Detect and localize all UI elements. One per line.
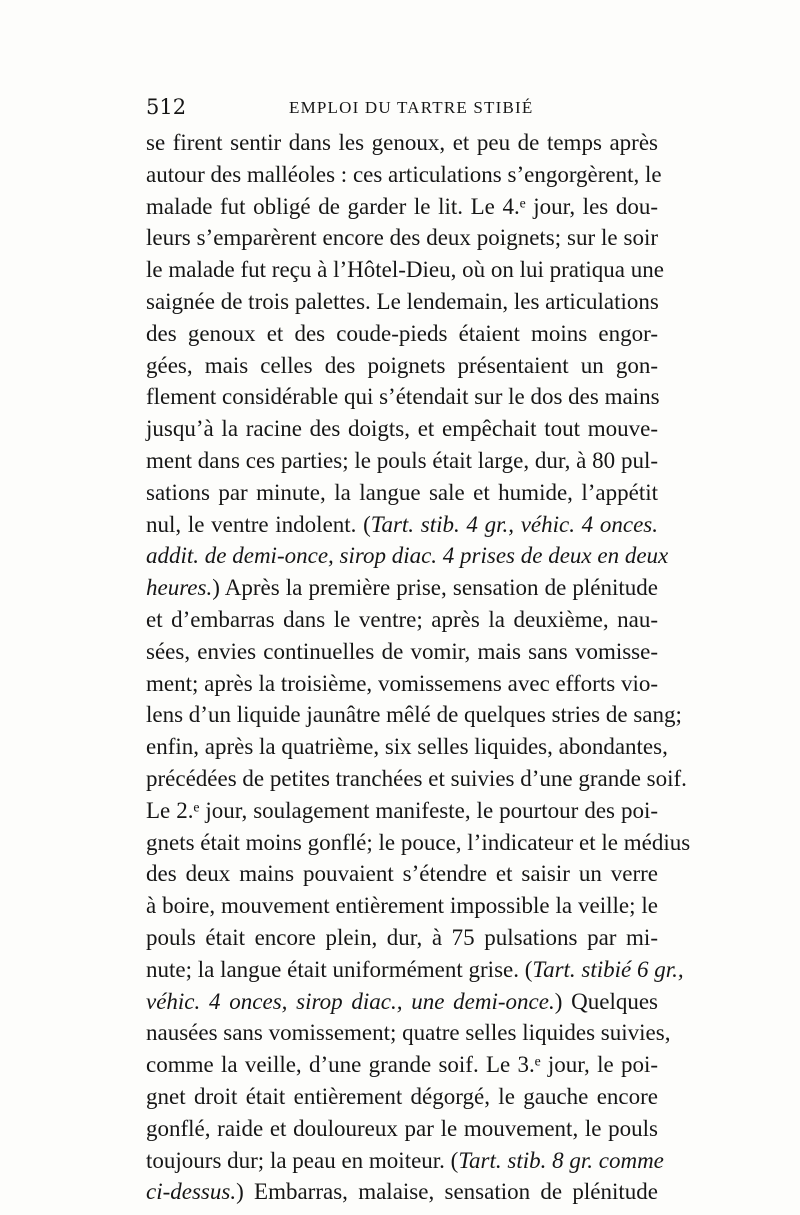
text-segment: à boire, mouvement entièrement impossible la veille; le bbox=[146, 893, 658, 919]
text-segment: saignée de trois palettes. Le lendemain, les articulations bbox=[146, 288, 659, 314]
text-line bbox=[146, 1049, 658, 1081]
text-line bbox=[146, 1176, 658, 1208]
text-segment: nul, le ventre indolent. ( bbox=[146, 511, 371, 537]
text-segment: lens d’un liquide jaunâtre mêlé de quelques stries de sang; bbox=[146, 702, 682, 728]
text-segment: pouls était encore plein, dur, à 75 pulsations par mi- bbox=[146, 924, 658, 950]
text-line bbox=[146, 254, 664, 286]
text-segment: malade fut obligé de garder le lit. Le 4.ᵉ jour, les dou- bbox=[146, 193, 658, 219]
text-line bbox=[146, 159, 662, 191]
text-segment: comme la veille, d’une grande soif. Le 3.ᵉ jour, le poi- bbox=[146, 1052, 658, 1078]
text-segment: nute; la langue était uniformément grise. ( bbox=[146, 956, 533, 982]
text-line bbox=[146, 668, 658, 700]
text-line bbox=[146, 318, 658, 350]
text-line bbox=[146, 1145, 664, 1177]
text-line bbox=[146, 445, 658, 477]
text-segment: sées, envies continuelles de vomir, mais sans vomisse- bbox=[146, 638, 658, 664]
body-text bbox=[146, 127, 691, 1208]
text-segment: ment dans ces parties; le pouls était large, dur, à 80 pul- bbox=[146, 447, 658, 473]
text-segment: gnets était moins gonflé; le pouce, l’indicateur et le médius bbox=[146, 829, 691, 855]
text-line bbox=[146, 222, 658, 254]
text-line bbox=[146, 477, 658, 509]
running-head-title: EMPLOI DU TARTRE STIBIÉ bbox=[289, 98, 534, 117]
italic-text-segment: heures. bbox=[146, 575, 213, 601]
text-line bbox=[146, 922, 658, 954]
text-segment: gonflé, raide et douloureux par le mouvement, le pouls bbox=[146, 1115, 658, 1141]
text-segment: enfin, après la quatrième, six selles liquides, abondantes, bbox=[146, 734, 668, 760]
text-line bbox=[146, 890, 658, 922]
text-line bbox=[146, 604, 658, 636]
text-line bbox=[146, 954, 684, 986]
text-segment: nausées sans vomissement; quatre selles liquides suivies, bbox=[146, 1020, 671, 1046]
text-line bbox=[146, 1113, 658, 1145]
italic-text-segment: véhic. 4 onces, sirop diac., une demi-once. bbox=[146, 988, 555, 1014]
italic-text-segment: Tart. stib. 4 gr., véhic. 4 onces. bbox=[370, 511, 658, 537]
page-number: 512 bbox=[146, 95, 187, 119]
text-line bbox=[146, 1081, 658, 1113]
text-line bbox=[146, 699, 682, 731]
italic-text-segment: Tart. stibié 6 gr., bbox=[532, 956, 684, 982]
text-line bbox=[146, 763, 687, 795]
text-segment: et d’embarras dans le ventre; après la deuxième, nau- bbox=[146, 606, 658, 632]
text-segment: ) Embarras, malaise, sensation de plénitude bbox=[236, 1179, 658, 1205]
text-line bbox=[146, 572, 658, 604]
text-line bbox=[146, 286, 658, 318]
text-segment: toujours dur; la peau en moiteur. ( bbox=[146, 1147, 459, 1173]
text-segment: ment; après la troisième, vomissemens avec efforts vio- bbox=[146, 670, 658, 696]
text-segment: des genoux et des coude-pieds étaient moins engor- bbox=[146, 320, 658, 346]
text-segment: sations par minute, la langue sale et humide, l’appétit bbox=[146, 479, 658, 505]
italic-text-segment: addit. de demi-once, sirop diac. 4 prises de deux en deux bbox=[146, 543, 669, 569]
text-line bbox=[146, 795, 658, 827]
text-segment: jusqu’à la racine des doigts, et empêchait tout mouve- bbox=[146, 416, 658, 442]
text-line bbox=[146, 381, 658, 413]
text-line bbox=[146, 731, 668, 763]
italic-text-segment: ci-dessus. bbox=[146, 1179, 237, 1205]
text-segment: gées, mais celles des poignets présentaient un gon- bbox=[146, 352, 658, 378]
text-segment: ) Quelques bbox=[554, 988, 659, 1014]
text-line bbox=[146, 127, 658, 159]
text-segment: flement considérable qui s’étendait sur le dos des mains bbox=[146, 384, 660, 410]
text-line bbox=[146, 827, 691, 859]
text-line bbox=[146, 350, 658, 382]
text-segment: autour des malléoles : ces articulations s’engorgèrent, le bbox=[146, 161, 662, 187]
text-line bbox=[146, 1017, 671, 1049]
text-segment: Le 2.ᵉ jour, soulagement manifeste, le pourtour des poi- bbox=[146, 797, 658, 823]
text-line bbox=[146, 191, 658, 223]
text-segment: des deux mains pouvaient s’étendre et saisir un verre bbox=[146, 861, 658, 887]
text-line bbox=[146, 540, 669, 572]
text-line bbox=[146, 509, 658, 541]
text-line bbox=[146, 413, 658, 445]
text-line bbox=[146, 986, 658, 1018]
running-head bbox=[146, 92, 658, 122]
text-segment: se firent sentir dans les genoux, et peu de temps après bbox=[146, 130, 658, 155]
text-segment: le malade fut reçu à l’Hôtel-Dieu, où on lui pratiqua une bbox=[146, 257, 664, 283]
text-segment: précédées de petites tranchées et suivies d’une grande soif. bbox=[146, 765, 687, 791]
italic-text-segment: Tart. stib. 8 gr. comme bbox=[458, 1147, 664, 1173]
text-segment: ) Après la première prise, sensation de plénitude bbox=[212, 575, 658, 601]
text-line bbox=[146, 636, 658, 668]
text-segment: gnet droit était entièrement dégorgé, le gauche encore bbox=[146, 1083, 658, 1109]
text-segment: leurs s’emparèrent encore des deux poignets; sur le soir bbox=[146, 225, 658, 251]
text-line bbox=[146, 858, 658, 890]
